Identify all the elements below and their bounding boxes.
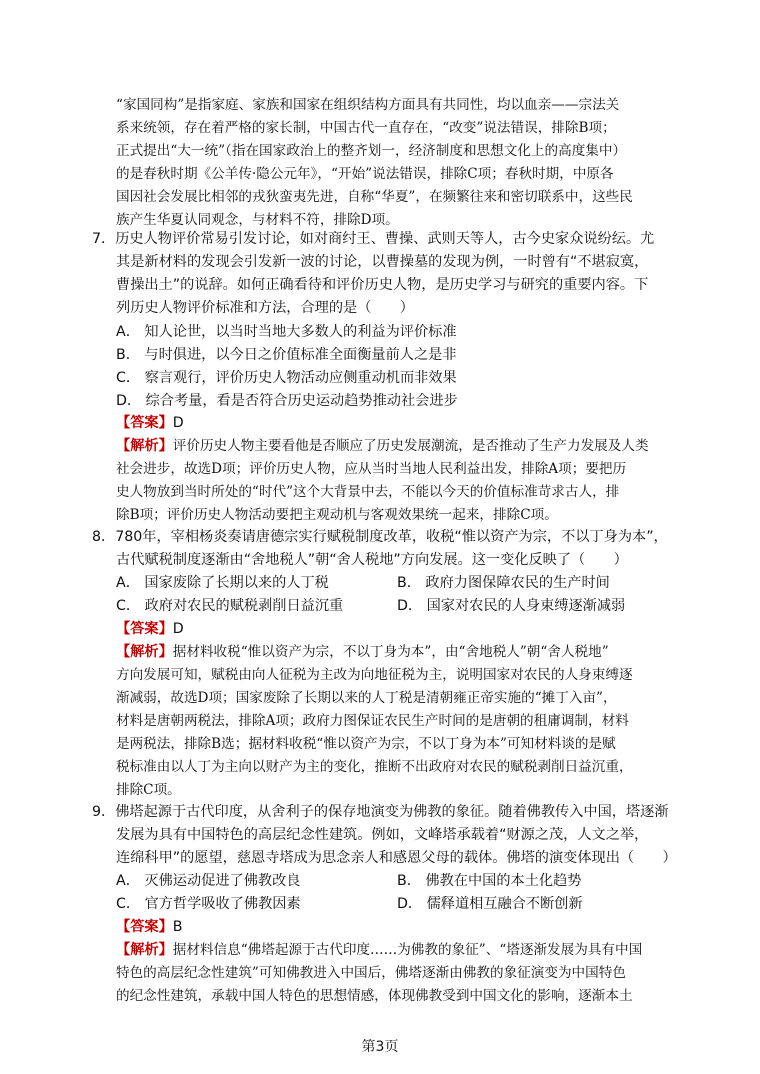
question-7-answer <box>116 412 184 434</box>
question-7-option-b: B． 与时俱进，以今日之价值标准全面衡量前人之是非 <box>116 347 457 363</box>
explanation-line: 正式提出“大一统”（指在国家政治上的整齐划一，经济制度和思想文化上的高度集中） <box>116 143 627 159</box>
explanation-tag: 【解析】 <box>116 644 173 660</box>
question-8-explanation-line: 方向发展可知，赋税由向人征税为主改为向地征税为主，说明国家对农民的人身束缚逐 <box>116 667 633 683</box>
question-9-explanation-line: 的纪念性建筑，承载中国人特色的思想情感，体现佛教受到中国文化的影响，逐渐本土 <box>116 988 633 1004</box>
explanation-tag: 【解析】 <box>116 438 173 454</box>
question-8-explanation-line: 排除C项。 <box>116 782 181 798</box>
question-8-stem-line: 古代赋税制度逐渐由“舍地税人”朝“舍人税地”方向发展。这一变化反映了（ ） <box>116 552 628 568</box>
question-9-stem-line: 连绵科甲”的愿望，慈恩寺塔成为思念亲人和感恩父母的载体。佛塔的演变体现出（ ） <box>116 850 677 866</box>
question-8-stem-line: 8．780年，宰相杨炎奏请唐德宗实行赋税制度改革，收税“惟以资产为宗，不以丁身为本”， <box>92 529 668 545</box>
question-7-option-a: A． 知人论世，以当时当地大多数人的利益为评价标准 <box>116 324 457 340</box>
explanation-line: “家国同构”是指家庭、家族和国家在组织结构方面具有共同性，均以血亲——宗法关 <box>116 97 620 113</box>
explanation-line: 的是春秋时期《公羊传·隐公元年》，“开始”说法错误，排除C项；春秋时期，中原各 <box>116 166 614 182</box>
question-7-explanation-line: 史人物放到当时所处的“时代”这个大背景中去，不能以今天的价值标准苛求古人，排 <box>116 484 620 500</box>
explanation-text: 据材料信息“佛塔起源于古代印度……为佛教的象征”、“塔逐渐发展为具有中国 <box>172 942 643 958</box>
question-8-option-b: B． 政府力图保障农民的生产时间 <box>397 575 610 591</box>
question-9-option-a: A． 灭佛运动促进了佛教改良 <box>116 873 301 889</box>
question-7-stem-line: 7．历史人物评价常易引发讨论，如对商纣王、曹操、武则天等人，古今史家众说纷纭。尤 <box>92 231 655 247</box>
question-8-explanation-line: 材料是唐朝两税法，排除A项；政府力图保证农民生产时间的是唐朝的租庸调制，材料 <box>116 713 629 729</box>
answer-tag: 【答案】 <box>116 919 173 935</box>
question-8-explanation-line: 是两税法，排除B选；据材料收税“惟以资产为宗，不以丁身为本”可知材料谈的是赋 <box>116 736 616 752</box>
question-7-stem-line: 曹操出土”的说辞。如何正确看待和评价历史人物，是历史学习与研究的重要内容。下 <box>116 277 649 293</box>
explanation-line: 系来统领，存在着严格的家长制，中国古代一直存在，“改变”说法错误，排除B项； <box>116 120 616 136</box>
answer-tag: 【答案】 <box>116 621 173 637</box>
question-7-option-d: D． 综合考量，看是否符合历史运动趋势推动社会进步 <box>116 393 458 409</box>
explanation-tag: 【解析】 <box>116 942 173 958</box>
question-9-option-d: D． 儒释道相互融合不断创新 <box>397 896 583 912</box>
question-9-option-c: C． 官方哲学吸收了佛教因素 <box>116 896 301 912</box>
answer-tag: 【答案】 <box>116 415 173 431</box>
question-8-option-c: C． 政府对农民的赋税剥削日益沉重 <box>116 598 344 614</box>
question-7-stem-line: 列历史人物评价标准和方法，合理的是（ ） <box>116 300 414 316</box>
answer-value: D <box>172 621 184 637</box>
question-9-stem-line: 发展为具有中国特色的高层纪念性建筑。例如，文峰塔承载着“财源之茂，人文之举， <box>116 827 649 843</box>
question-9-answer <box>116 916 183 938</box>
explanation-line: 国因社会发展比相邻的戎狄蛮夷先进，自称“华夏”，在频繁往来和密切联系中，这些民 <box>116 189 633 205</box>
question-8-explanation-line <box>116 641 609 663</box>
page-number: 第3页 <box>361 1039 399 1055</box>
question-8-answer <box>116 618 184 640</box>
question-8-option-d: D． 国家对农民的人身束缚逐渐减弱 <box>397 598 626 614</box>
question-7-explanation-line: 社会进步，故选D项；评价历史人物，应从当时当地人民利益出发，排除A项；要把历 <box>116 461 627 477</box>
question-9-explanation-line <box>116 939 642 961</box>
answer-value: B <box>172 919 183 935</box>
question-8-explanation-line: 渐减弱，故选D项；国家废除了长期以来的人丁税是清朝雍正帝实施的“摊丁入亩”， <box>116 690 617 706</box>
question-7-explanation-line: 除B项；评价历史人物活动要把主观动机与客观效果统一起来，排除C项。 <box>116 507 558 523</box>
question-9-explanation-line: 特色的高层纪念性建筑”可知佛教进入中国后，佛塔逐渐由佛教的象征演变为中国特色 <box>116 965 626 981</box>
question-8-explanation-line: 税标准由以人丁为主向以财产为主的变化，推断不出政府对农民的赋税剥削日益沉重， <box>116 759 633 775</box>
explanation-text: 据材料收税“惟以资产为宗，不以丁身为本”，由“舍地税人”朝“舍人税地” <box>172 644 609 660</box>
question-7-explanation-line <box>116 435 649 457</box>
explanation-text: 评价历史人物主要看他是否顺应了历史发展潮流，是否推动了生产力发展及人类 <box>172 438 649 454</box>
explanation-line: 族产生华夏认同观念，与材料不符，排除D项。 <box>116 212 399 228</box>
question-7-stem-line: 其是新材料的发现会引发新一波的讨论，以曹操墓的发现为例，一时曾有“不堪寂寞， <box>116 254 649 270</box>
question-8-option-a: A． 国家废除了长期以来的人丁税 <box>116 575 329 591</box>
question-9-option-b: B． 佛教在中国的本土化趋势 <box>397 873 582 889</box>
question-9-stem-line: 9．佛塔起源于古代印度，从舍利子的保存地演变为佛教的象征。随着佛教传入中国，塔逐渐 <box>92 804 669 820</box>
answer-value: D <box>172 415 184 431</box>
question-7-option-c: C． 察言观行，评价历史人物活动应侧重动机而非效果 <box>116 370 457 386</box>
